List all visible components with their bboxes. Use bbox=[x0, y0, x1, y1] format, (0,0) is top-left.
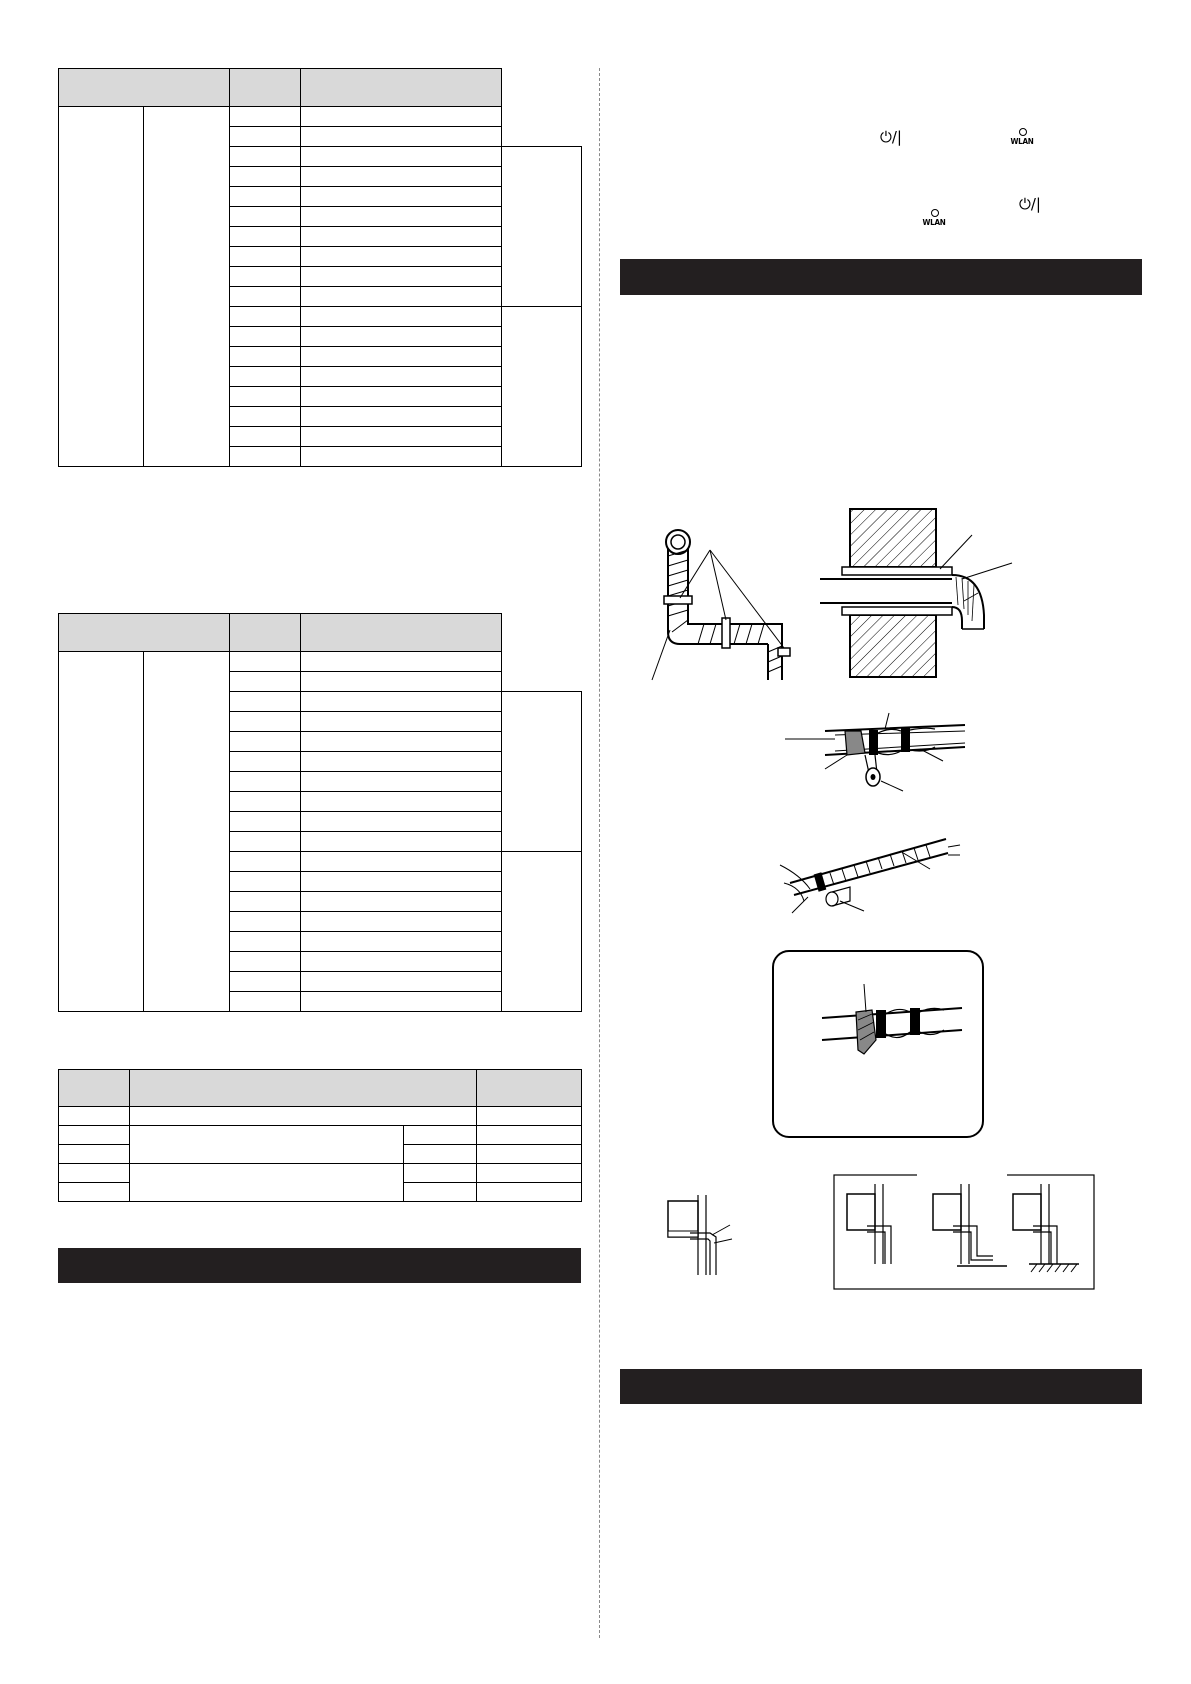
table-cell bbox=[230, 307, 301, 327]
column-divider bbox=[599, 68, 600, 1638]
section-bar-right-2 bbox=[620, 1369, 1142, 1404]
table-header-cell bbox=[130, 1070, 477, 1107]
table-cell bbox=[301, 892, 502, 912]
empty-space bbox=[502, 614, 582, 652]
table-cell bbox=[230, 872, 301, 892]
table-cell bbox=[477, 1145, 582, 1164]
table-cell bbox=[130, 1126, 404, 1164]
table-cell bbox=[301, 427, 502, 447]
table-cell bbox=[230, 427, 301, 447]
table-cell bbox=[301, 207, 502, 227]
empty-space bbox=[502, 107, 582, 127]
table-cell bbox=[230, 712, 301, 732]
table-cell bbox=[59, 1164, 130, 1183]
wlan-indicator-icon: WLAN bbox=[919, 209, 949, 231]
table-cell bbox=[404, 1145, 477, 1164]
table-cell bbox=[301, 107, 502, 127]
table-cell bbox=[301, 752, 502, 772]
table-header-cell bbox=[230, 69, 301, 107]
table-cell bbox=[301, 147, 502, 167]
table-header-cell bbox=[477, 1070, 582, 1107]
table-group-cell bbox=[59, 652, 144, 1012]
table-cell bbox=[230, 892, 301, 912]
table-cell bbox=[301, 912, 502, 932]
table-cell bbox=[130, 1107, 477, 1126]
table-group-cell bbox=[144, 652, 230, 1012]
table-header-cell bbox=[301, 69, 502, 107]
table-cell bbox=[230, 672, 301, 692]
table-cell bbox=[230, 127, 301, 147]
table-group-cell bbox=[59, 107, 144, 467]
table-cell bbox=[230, 932, 301, 952]
empty-space bbox=[502, 69, 582, 107]
table-group-cell bbox=[502, 307, 582, 467]
table-group-cell bbox=[502, 692, 582, 852]
table-cell bbox=[301, 712, 502, 732]
table-cell bbox=[230, 972, 301, 992]
table-cell bbox=[301, 792, 502, 812]
table-cell bbox=[230, 447, 301, 467]
table-cell bbox=[301, 952, 502, 972]
table-group-cell bbox=[144, 107, 230, 467]
table-cell bbox=[230, 832, 301, 852]
table-header-cell bbox=[230, 614, 301, 652]
table-cell bbox=[59, 1107, 130, 1126]
table-cell bbox=[230, 792, 301, 812]
piping-clamp-figure bbox=[650, 520, 810, 690]
table-cell bbox=[230, 952, 301, 972]
table-cell bbox=[230, 387, 301, 407]
table-cell bbox=[59, 1126, 130, 1145]
spec-table bbox=[58, 1069, 582, 1202]
table-group-cell bbox=[502, 147, 582, 307]
table-cell bbox=[230, 167, 301, 187]
table-cell bbox=[477, 1126, 582, 1145]
table-cell bbox=[301, 287, 502, 307]
table-cell bbox=[301, 167, 502, 187]
power-icon: ⏻/| bbox=[1019, 195, 1041, 213]
table-cell bbox=[230, 912, 301, 932]
table-cell bbox=[301, 327, 502, 347]
table-cell bbox=[230, 107, 301, 127]
table-cell bbox=[301, 347, 502, 367]
table-cell bbox=[230, 852, 301, 872]
table-cell bbox=[301, 447, 502, 467]
table-header-cell bbox=[59, 614, 230, 652]
table-cell bbox=[230, 347, 301, 367]
table-cell bbox=[301, 992, 502, 1012]
empty-space bbox=[502, 127, 582, 147]
table-cell bbox=[59, 1145, 130, 1164]
table-header-cell bbox=[59, 1070, 130, 1107]
table-cell bbox=[301, 812, 502, 832]
table-header-cell bbox=[301, 614, 502, 652]
empty-space bbox=[502, 672, 582, 692]
table-cell bbox=[230, 367, 301, 387]
table-cell bbox=[477, 1183, 582, 1202]
table-cell bbox=[230, 732, 301, 752]
table-cell bbox=[301, 852, 502, 872]
table-group-cell bbox=[502, 852, 582, 1012]
wlan-indicator-icon: WLAN bbox=[1007, 128, 1037, 150]
table-cell bbox=[230, 992, 301, 1012]
table-cell bbox=[230, 187, 301, 207]
table-cell bbox=[404, 1183, 477, 1202]
table-cell bbox=[301, 692, 502, 712]
code-table-1 bbox=[58, 68, 582, 467]
table-cell bbox=[301, 652, 502, 672]
wall-sleeve-figure bbox=[812, 505, 1022, 685]
table-cell bbox=[301, 407, 502, 427]
table-cell bbox=[301, 872, 502, 892]
table-cell bbox=[301, 387, 502, 407]
table-cell bbox=[477, 1107, 582, 1126]
table-cell bbox=[230, 407, 301, 427]
table-cell bbox=[301, 772, 502, 792]
table-cell bbox=[404, 1164, 477, 1183]
table-cell bbox=[59, 1183, 130, 1202]
table-cell bbox=[301, 732, 502, 752]
table-cell bbox=[477, 1164, 582, 1183]
table-cell bbox=[301, 267, 502, 287]
table-cell bbox=[301, 307, 502, 327]
table-cell bbox=[130, 1164, 404, 1202]
table-cell bbox=[230, 227, 301, 247]
drain-unit-figure bbox=[660, 1195, 740, 1275]
table-cell bbox=[301, 227, 502, 247]
table-cell bbox=[301, 832, 502, 852]
insulation-joint-figure bbox=[772, 950, 984, 1140]
table-cell bbox=[301, 367, 502, 387]
table-cell bbox=[301, 247, 502, 267]
section-bar-left bbox=[58, 1248, 581, 1283]
table-cell bbox=[230, 287, 301, 307]
table-header-cell bbox=[59, 69, 230, 107]
table-cell bbox=[301, 127, 502, 147]
wrapped-bundle-figure bbox=[780, 835, 960, 915]
table-cell bbox=[301, 187, 502, 207]
table-cell bbox=[230, 692, 301, 712]
table-cell bbox=[230, 147, 301, 167]
table-cell bbox=[230, 247, 301, 267]
section-bar-right-1 bbox=[620, 259, 1142, 295]
code-table-2 bbox=[58, 613, 582, 1012]
table-cell bbox=[230, 652, 301, 672]
table-cell bbox=[301, 972, 502, 992]
pipe-taping-figure bbox=[785, 725, 975, 815]
table-cell bbox=[404, 1126, 477, 1145]
empty-space bbox=[502, 652, 582, 672]
power-icon: ⏻/| bbox=[880, 128, 902, 146]
table-cell bbox=[301, 672, 502, 692]
drain-configurations-figure bbox=[833, 1174, 1095, 1290]
table-cell bbox=[230, 772, 301, 792]
table-cell bbox=[230, 207, 301, 227]
table-cell bbox=[301, 932, 502, 952]
table-cell bbox=[230, 752, 301, 772]
table-cell bbox=[230, 327, 301, 347]
table-cell bbox=[230, 812, 301, 832]
table-cell bbox=[230, 267, 301, 287]
